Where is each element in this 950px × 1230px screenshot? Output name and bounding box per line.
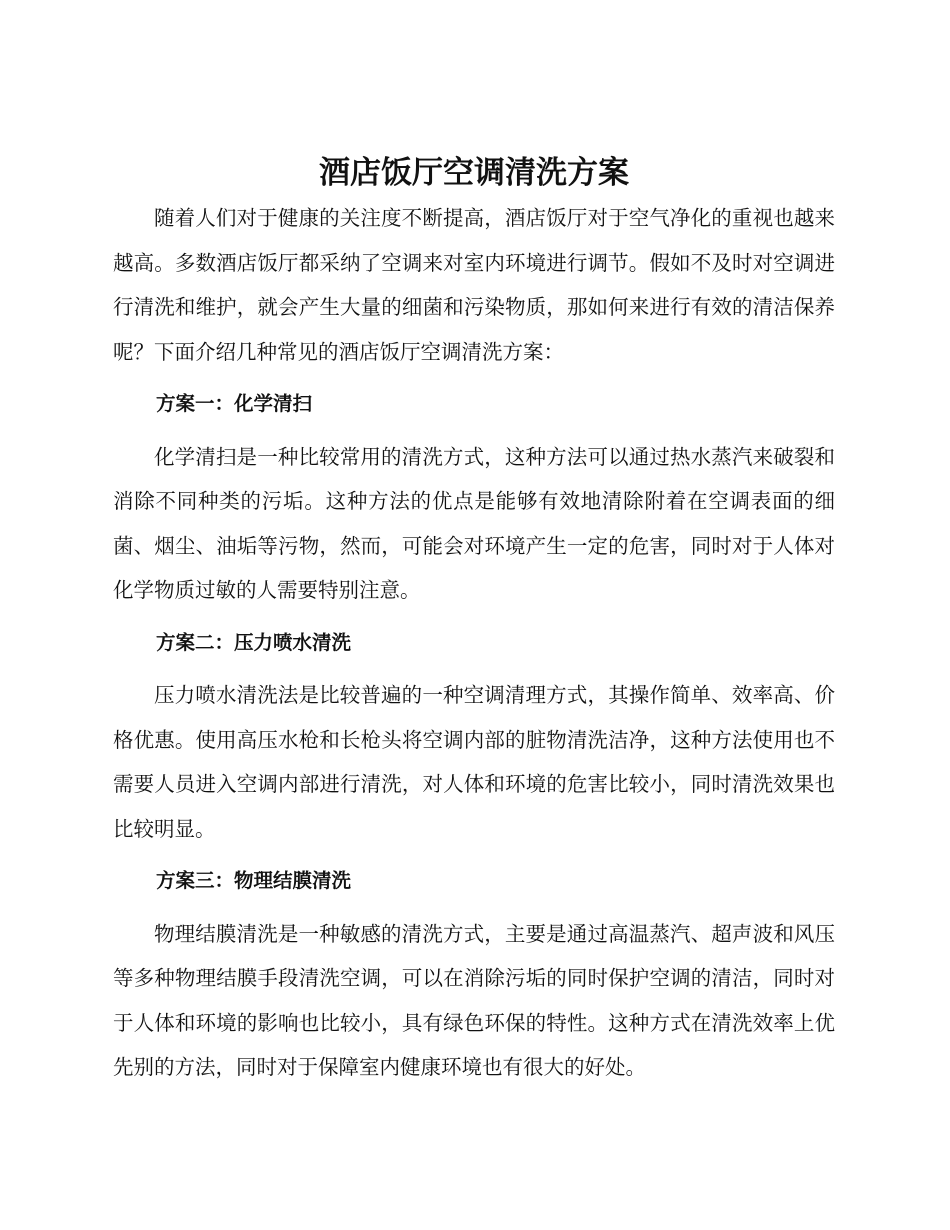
section-body-3: 物理结膜清洗是一种敏感的清洗方式，主要是通过高温蒸汽、超声波和风压等多种物理结膜手段清洗空调，可以在消除污垢的同时保护空调的清洁，同时对于人体和环境的影响也比较小，具有绿色环保的特性。这种方式在清洗效率上优先别的方法，同时对于保障室内健康环境也有很大的好处。 [113, 921, 835, 1079]
document-title: 酒店饭厅空调清洗方案 [319, 155, 629, 191]
section-body-2: 压力喷水清洗法是比较普遍的一种空调清理方式，其操作简单、效率高、价格优惠。使用高压水枪和长枪头将空调内部的脏物清洗洁净，这种方法使用也不需要人员进入空调内部进行清洗，对人体和环境的危害比较小，同时清洗效果也比较明显。 [113, 683, 835, 841]
section-heading-1: 方案一：化学清扫 [156, 392, 313, 415]
section-heading-3: 方案三：物理结膜清洗 [156, 869, 352, 892]
section-heading-2: 方案二：压力喷水清洗 [156, 630, 352, 654]
section-body-1: 化学清扫是一种比较常用的清洗方式，这种方法可以通过热水蒸汽来破裂和消除不同种类的污垢。这种方法的优点是能够有效地清除附着在空调表面的细菌、烟尘、油垢等污物，然而，可能会对环境产生一定的危害，同时对于人体对化学物质过敏的人需要特别注意。 [113, 444, 835, 602]
document-body [113, 150, 835, 1090]
intro-paragraph: 随着人们对于健康的关注度不断提高，酒店饭厅对于空气净化的重视也越来越高。多数酒店饭厅都采纳了空调来对室内环境进行调节。假如不及时对空调进行清洗和维护，就会产生大量的细菌和污染物质，那如何来进行有效的清洁保养呢？下面介绍几种常见的酒店饭厅空调清洗方案： [113, 206, 835, 364]
